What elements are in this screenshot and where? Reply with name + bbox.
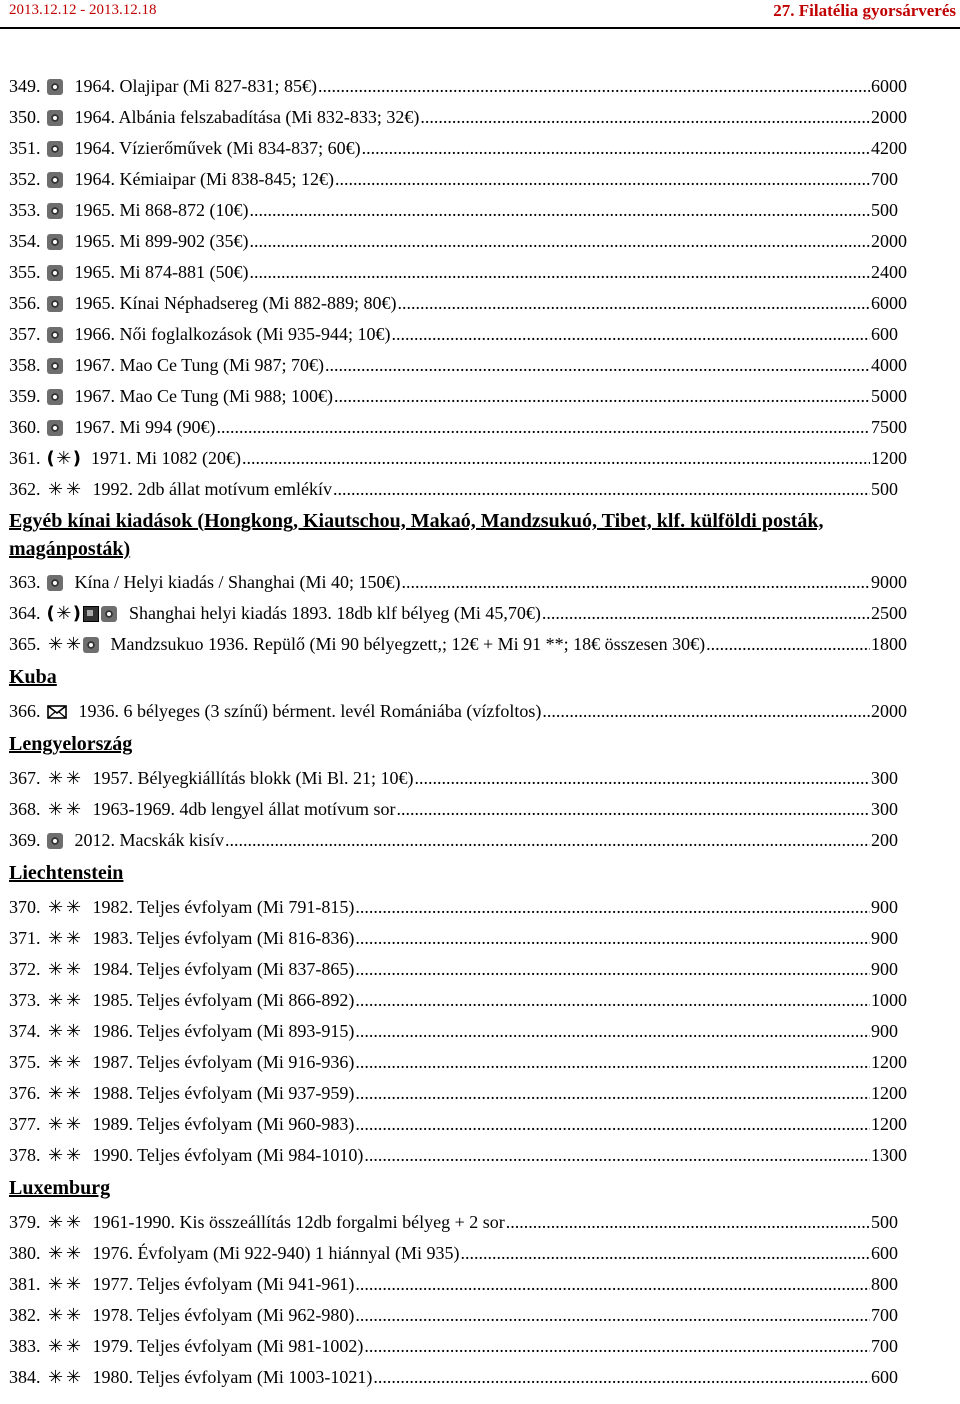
lot-row [9,598,921,629]
dot-leader [333,479,870,500]
lot-number: 358. [9,355,41,375]
section-heading: Lengyelország [9,733,133,755]
lot-row [9,923,921,954]
condition-icons [47,1366,83,1388]
lot-number: 356. [9,293,41,313]
condition-icons [46,602,119,624]
lot-price: 600 [871,324,898,344]
condition-icons [47,896,83,918]
lot-row [9,763,921,794]
lot-number: 367. [9,768,41,788]
dot-leader [250,262,871,283]
dot-leader [706,634,870,655]
lot-number: 381. [9,1274,41,1294]
dot-leader [355,1274,870,1295]
lot-row [9,350,921,381]
lot-number: 374. [9,1021,41,1041]
condition-icons [47,958,83,980]
lot-list [9,71,921,1393]
dot-leader [250,231,871,252]
dot-leader [242,448,870,469]
lot-row [9,226,921,257]
double-star-icon: ✳ ✳ [47,1051,82,1073]
lot-description: 1961-1990. Kis összeállítás 12db forgalmi bélyeg + 2 sor [92,1212,505,1232]
dot-leader [355,1052,870,1073]
lot-description: 1965. Mi 868-872 (10€) [74,200,249,220]
lot-number: 368. [9,799,41,819]
lot-price: 2000 [871,701,907,721]
lot-price: 9000 [871,572,907,592]
lot-row [9,567,921,598]
lot-row [9,985,921,1016]
lot-price: 900 [871,928,898,948]
dot-leader [414,768,870,789]
lot-description: 1990. Teljes évfolyam (Mi 984-1010) [92,1145,364,1165]
condition-icons [47,265,65,281]
lot-price: 700 [871,1305,898,1325]
lot-description: 1988. Teljes évfolyam (Mi 937-959) [92,1083,355,1103]
dot-leader [391,324,870,345]
condition-icons [47,172,65,188]
dot-leader [460,1243,870,1264]
lot-number: 357. [9,324,41,344]
lot-row [9,257,921,288]
auction-dates: 2013.12.12 - 2013.12.18 [9,2,157,18]
page-header [0,0,960,30]
dot-leader [364,1145,870,1166]
lot-price: 2000 [871,231,907,251]
lot-row [9,412,921,443]
lot-description: 1985. Teljes évfolyam (Mi 866-892) [92,990,355,1010]
lot-row [9,133,921,164]
lot-row [9,1109,921,1140]
dot-leader [335,169,870,190]
dot-leader [401,572,870,593]
lot-number: 371. [9,928,41,948]
lot-number: 349. [9,76,41,96]
double-star-icon: ✳ ✳ [47,1082,82,1104]
lot-number: 379. [9,1212,41,1232]
dot-leader [355,928,870,949]
used-stamp-icon [47,234,63,250]
lot-number: 370. [9,897,41,917]
double-star-icon: ✳ ✳ [47,1366,82,1388]
lot-description: 1982. Teljes évfolyam (Mi 791-815) [92,897,355,917]
lot-number: 361. [9,448,41,468]
lot-row [9,1300,921,1331]
lot-description: Shanghai helyi kiadás 1893. 18db klf bélyeg (Mi 45,70€) [128,603,541,623]
lot-description: 1957. Bélyegkiállítás blokk (Mi Bl. 21; 10€) [92,768,414,788]
condition-icons [47,1082,83,1104]
dot-leader [542,701,870,722]
lot-description: 1936. 6 bélyeges (3 színű) bérment. levél Romániába (vízfoltos) [78,701,542,721]
dot-leader [325,355,870,376]
lot-description: 1986. Teljes évfolyam (Mi 893-915) [92,1021,355,1041]
dot-leader [397,293,870,314]
lot-row [9,1140,921,1171]
header-divider [0,27,960,29]
lot-description: 1966. Női foglalkozások (Mi 935-944; 10€) [74,324,391,344]
used-stamp-icon [47,79,63,95]
lot-description: 1971. Mi 1082 (20€) [90,448,241,468]
condition-icons [47,420,65,436]
condition-icons [47,79,65,95]
dot-leader [506,1212,870,1233]
lot-price: 500 [871,1212,898,1232]
lot-price: 500 [871,479,898,499]
dot-leader [542,603,870,624]
lot-description: 1984. Teljes évfolyam (Mi 837-865) [92,959,355,979]
lot-description: 1967. Mao Ce Tung (Mi 987; 70€) [74,355,325,375]
lot-number: 365. [9,634,41,654]
condition-icons [47,141,65,157]
lot-price: 700 [871,169,898,189]
lot-number: 352. [9,169,41,189]
dot-leader [355,897,870,918]
lot-description: 1992. 2db állat motívum emlékív [92,479,332,499]
double-star-icon: ✳ ✳ [47,1242,82,1264]
lot-row [9,1047,921,1078]
lot-price: 200 [871,830,898,850]
double-star-icon: ✳ ✳ [47,1113,82,1135]
lot-number: 372. [9,959,41,979]
lot-description: 1965. Mi 899-902 (35€) [74,231,249,251]
lot-description: 1978. Teljes évfolyam (Mi 962-980) [92,1305,355,1325]
lot-description: 1977. Teljes évfolyam (Mi 941-961) [92,1274,355,1294]
used-stamp-icon [47,358,63,374]
lot-row [9,1016,921,1047]
section-heading: Liechtenstein [9,862,124,884]
lot-price: 1200 [871,1052,907,1072]
lot-number: 369. [9,830,41,850]
lot-row [9,164,921,195]
lot-price: 6000 [871,293,907,313]
condition-icons [47,798,83,820]
condition-icons [47,203,65,219]
lot-number: 351. [9,138,41,158]
lot-number: 377. [9,1114,41,1134]
dot-leader [318,76,870,97]
condition-icons [47,110,65,126]
dot-leader [396,799,870,820]
lot-price: 500 [871,200,898,220]
lot-row [9,794,921,825]
used-stamp-icon [47,265,63,281]
lot-price: 600 [871,1243,898,1263]
double-star-icon: ✳ ✳ [47,1211,82,1233]
lot-price: 600 [871,1367,898,1387]
stamp-icon [83,606,99,622]
lot-description: 1979. Teljes évfolyam (Mi 981-1002) [92,1336,364,1356]
envelope-icon [47,704,67,720]
lot-description: 1976. Évfolyam (Mi 922-940) 1 hiánnyal (Mi 935) [92,1243,460,1263]
double-star-icon: ✳ ✳ [47,1273,82,1295]
lot-number: 363. [9,572,41,592]
lot-price: 300 [871,799,898,819]
auction-title: 27. Filatélia gyorsárverés [773,1,956,20]
condition-icons [47,234,65,250]
used-stamp-icon [47,172,63,188]
lot-number: 364. [9,603,41,623]
used-stamp-icon [47,203,63,219]
lot-number: 373. [9,990,41,1010]
dot-leader [355,990,870,1011]
lot-price: 6000 [871,76,907,96]
lot-number: 378. [9,1145,41,1165]
lot-number: 382. [9,1305,41,1325]
lot-number: 376. [9,1083,41,1103]
used-stamp-icon [47,389,63,405]
lot-price: 800 [871,1274,898,1294]
dot-leader [217,417,871,438]
condition-icons [47,1144,83,1166]
lot-price: 2500 [871,603,907,623]
lot-description: 1987. Teljes évfolyam (Mi 916-936) [92,1052,355,1072]
used-stamp-icon [47,833,63,849]
dot-leader [355,959,870,980]
dot-leader [355,1083,870,1104]
dot-leader [420,107,870,128]
condition-icons [47,989,83,1011]
used-stamp-icon [47,141,63,157]
condition-icons [46,447,81,469]
lot-description: 1967. Mao Ce Tung (Mi 988; 100€) [74,386,334,406]
condition-icons [47,927,83,949]
used-stamp-icon [47,575,63,591]
lot-row [9,892,921,923]
double-star-icon: ✳ ✳ [47,989,82,1011]
lot-number: 380. [9,1243,41,1263]
lot-price: 700 [871,1336,898,1356]
section-heading: Kuba [9,666,57,688]
lot-price: 1800 [871,634,907,654]
dot-leader [334,386,870,407]
used-stamp-icon [47,296,63,312]
lot-price: 7500 [871,417,907,437]
lot-description: 1965. Kínai Néphadsereg (Mi 882-889; 80€) [74,293,397,313]
lot-number: 354. [9,231,41,251]
section-heading: Luxemburg [9,1177,111,1199]
lot-number: 375. [9,1052,41,1072]
condition-icons [47,1211,83,1233]
double-star-icon: ✳ ✳ [47,1304,82,1326]
lot-number: 384. [9,1367,41,1387]
lot-number: 350. [9,107,41,127]
lot-row [9,288,921,319]
lot-description: 1964. Olajipar (Mi 827-831; 85€) [74,76,317,96]
dot-leader [364,1336,870,1357]
lot-row [9,102,921,133]
lot-row [9,381,921,412]
lot-price: 5000 [871,386,907,406]
lot-price: 2000 [871,107,907,127]
lot-row [9,954,921,985]
lot-description: Mandzsukuo 1936. Repülő (Mi 90 bélyegzett,; 12€ + Mi 91 **; 18€ összesen 30€) [110,634,706,654]
lot-number: 362. [9,479,41,499]
used-stamp-icon [83,637,99,653]
lot-price: 1200 [871,1114,907,1134]
lot-price: 1200 [871,448,907,468]
condition-icons [47,327,65,343]
dot-leader [250,200,871,221]
lot-row [9,71,921,102]
lot-description: 1964. Vízierőművek (Mi 834-837; 60€) [74,138,361,158]
lot-number: 366. [9,701,41,721]
condition-icons [47,767,83,789]
condition-icons [47,1304,83,1326]
dot-leader [355,1305,870,1326]
lot-row [9,825,921,856]
condition-icons [47,633,101,655]
condition-icons [47,478,83,500]
lot-description: 1980. Teljes évfolyam (Mi 1003-1021) [92,1367,373,1387]
dot-leader [225,830,870,851]
lot-number: 360. [9,417,41,437]
lot-price: 900 [871,1021,898,1041]
section-heading: Egyéb kínai kiadások (Hongkong, Kiautschou, Makaó, Mandzsukuó, Tibet, klf. külföldi posták, magánposták) [9,510,824,560]
condition-icons [47,1335,83,1357]
condition-icons [47,296,65,312]
dot-leader [355,1021,870,1042]
used-stamp-icon [47,420,63,436]
lot-row [9,319,921,350]
lot-row [9,1331,921,1362]
double-star-icon: ✳ ✳ [47,1144,82,1166]
lot-price: 1200 [871,1083,907,1103]
condition-icons [47,1113,83,1135]
lot-price: 1300 [871,1145,907,1165]
dot-leader [373,1367,870,1388]
condition-icons [47,833,65,849]
lot-description: 1965. Mi 874-881 (50€) [74,262,249,282]
lot-price: 1000 [871,990,907,1010]
lot-price: 4200 [871,138,907,158]
lot-description: 1963-1969. 4db lengyel állat motívum sor [92,799,396,819]
dot-leader [355,1114,870,1135]
hinged-star-icon: ( ✳ ) [46,447,81,469]
double-star-icon: ✳ ✳ [47,633,82,655]
lot-price: 900 [871,959,898,979]
lot-description: 1967. Mi 994 (90€) [74,417,216,437]
condition-icons [47,1273,83,1295]
lot-description: 1983. Teljes évfolyam (Mi 816-836) [92,928,355,948]
condition-icons [47,575,65,591]
lot-description: 1964. Albánia felszabadítása (Mi 832-833; 32€) [74,107,420,127]
lot-number: 359. [9,386,41,406]
condition-icons [47,358,65,374]
used-stamp-icon [47,110,63,126]
used-stamp-icon [101,606,117,622]
lot-row [9,1078,921,1109]
lot-description: 1964. Kémiaipar (Mi 838-845; 12€) [74,169,334,189]
lot-price: 4000 [871,355,907,375]
lot-row [9,629,921,660]
double-star-icon: ✳ ✳ [47,767,82,789]
double-star-icon: ✳ ✳ [47,896,82,918]
condition-icons [47,389,65,405]
double-star-icon: ✳ ✳ [47,478,82,500]
condition-icons [47,704,69,720]
condition-icons [47,1242,83,1264]
condition-icons [47,1051,83,1073]
dot-leader [362,138,870,159]
lot-row [9,443,921,474]
lot-row [9,1362,921,1393]
lot-row [9,1207,921,1238]
double-star-icon: ✳ ✳ [47,927,82,949]
hinged-star-icon: ( ✳ ) [46,602,81,624]
lot-price: 2400 [871,262,907,282]
lot-price: 900 [871,897,898,917]
double-star-icon: ✳ ✳ [47,798,82,820]
lot-description: 2012. Macskák kisív [74,830,224,850]
lot-row [9,1238,921,1269]
lot-row [9,195,921,226]
lot-description: 1989. Teljes évfolyam (Mi 960-983) [92,1114,355,1134]
lot-row [9,696,921,727]
lot-row [9,1269,921,1300]
lot-price: 300 [871,768,898,788]
lot-row [9,474,921,505]
double-star-icon: ✳ ✳ [47,958,82,980]
lot-description: Kína / Helyi kiadás / Shanghai (Mi 40; 150€) [74,572,401,592]
used-stamp-icon [47,327,63,343]
lot-number: 383. [9,1336,41,1356]
double-star-icon: ✳ ✳ [47,1020,82,1042]
lot-number: 355. [9,262,41,282]
double-star-icon: ✳ ✳ [47,1335,82,1357]
condition-icons [47,1020,83,1042]
lot-number: 353. [9,200,41,220]
